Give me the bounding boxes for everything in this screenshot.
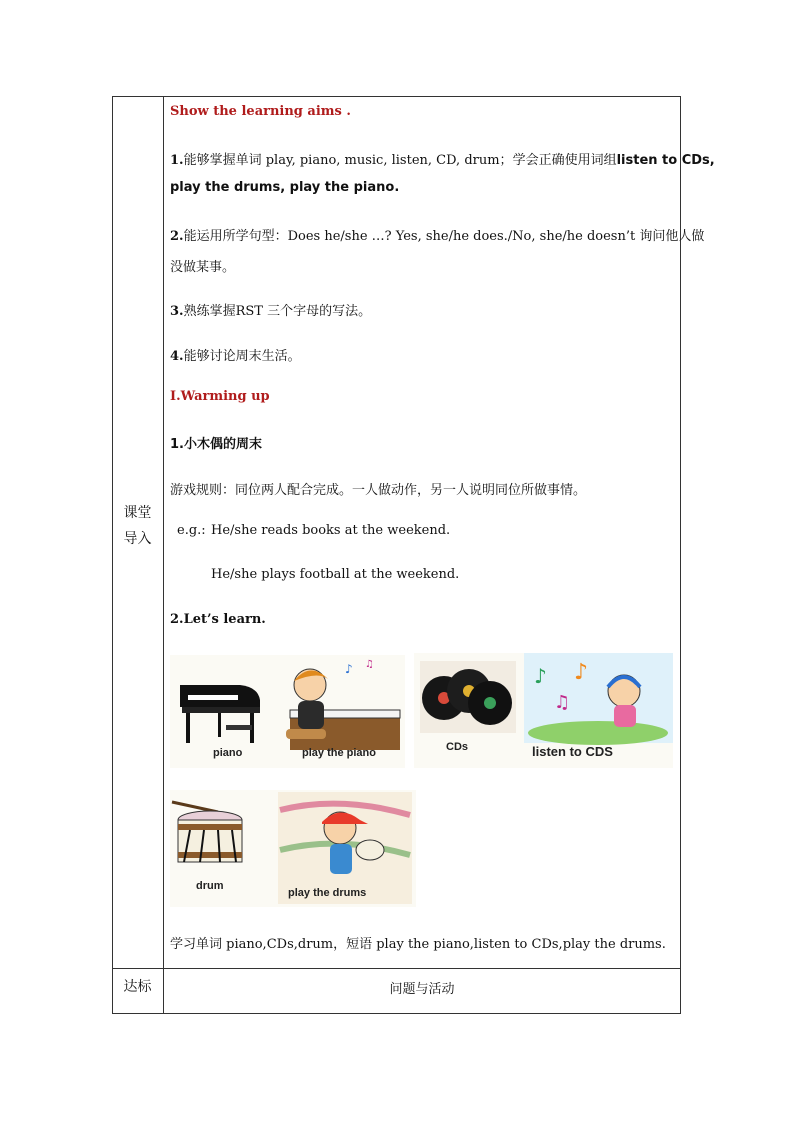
warming-step-1: 1.小木偶的周末 [170, 437, 262, 452]
aims-heading: Show the learning aims . [170, 104, 351, 119]
summary-line: 学习单词 piano,CDs,drum，短语 play the piano,listen to CDs,play the drums. [170, 937, 666, 952]
drums-image [170, 790, 416, 907]
caption-play-piano: play the piano [302, 747, 376, 759]
example-2: He/she plays football at the weekend. [211, 567, 460, 582]
column-divider [163, 96, 164, 1014]
caption-play-drums: play the drums [288, 887, 367, 899]
aim-4-number: 4. [170, 349, 184, 364]
aim-1-line-2: play the drums, play the piano. [170, 180, 400, 195]
svg-text:♪: ♪ [534, 664, 547, 688]
caption-drum: drum [196, 880, 224, 892]
aim-3-en: RST [235, 304, 263, 319]
aim-4-cn: 能够讨论周末生活。 [183, 349, 301, 364]
aim-1-cn2: 学会正确使用词组 [512, 153, 617, 168]
aim-2-cn: 能运用所学句型： [183, 229, 288, 244]
aim-3-number: 3. [170, 304, 184, 319]
aim-2-line-2: 没做某事。 [170, 260, 236, 275]
aim-3 [170, 300, 371, 319]
aim-4 [170, 345, 301, 364]
row-divider [112, 968, 681, 969]
side-label-assess: 达标 [123, 979, 152, 995]
aim-1-cn: 能够掌握单词 [183, 153, 262, 168]
side-label-intro-line2: 导入 [123, 531, 152, 547]
caption-cds: CDs [446, 741, 469, 753]
aim-2-line-1 [170, 225, 704, 244]
svg-text:♪: ♪ [574, 660, 589, 685]
aim-2-cn2: 询问他人做 [639, 229, 705, 244]
piano-image [170, 655, 405, 768]
example-label: e.g.: [177, 523, 206, 538]
aim-1-line-1 [170, 149, 715, 168]
aim-1-bold: listen to CDs, [616, 153, 715, 168]
svg-text:♪: ♪ [345, 662, 353, 676]
aim-3-cn: 熟练掌握 [183, 304, 236, 319]
side-label-intro [112, 500, 163, 552]
svg-text:♫: ♫ [554, 692, 571, 713]
aim-3-cn2: 三个字母的写法。 [262, 304, 372, 319]
warming-step-2: 2.Let’s learn. [170, 612, 266, 627]
caption-listen-cds: listen to CDS [532, 744, 613, 759]
caption-piano: piano [213, 747, 243, 759]
example-1: He/she reads books at the weekend. [211, 523, 451, 538]
game-rules: 游戏规则：同位两人配合完成。一人做动作，另一人说明同位所做事情。 [170, 483, 587, 498]
side-label-intro-line1: 课堂 [123, 505, 152, 521]
aim-1-words: play, piano, music, listen, CD, drum； [261, 153, 513, 168]
cds-image [414, 653, 673, 768]
aim-2-number: 2. [170, 229, 184, 244]
aim-1-number: 1. [170, 153, 184, 168]
assessment-header: 问题与活动 [389, 982, 455, 997]
warming-heading: I.Warming up [170, 389, 270, 404]
svg-text:♫: ♫ [365, 659, 374, 670]
aim-2-en: Does he/she …? Yes, she/he does./No, she/he doesn’t [287, 229, 640, 244]
